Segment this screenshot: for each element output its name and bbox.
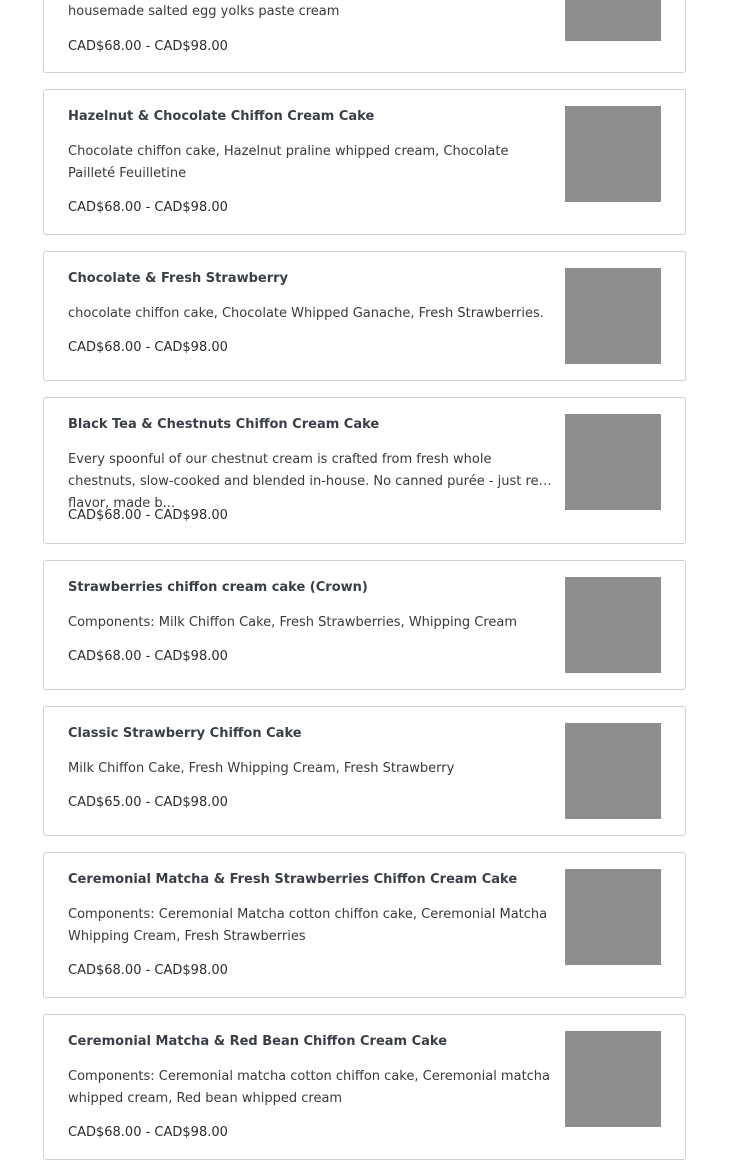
- product-description: Chocolate chiffon cake, Hazelnut praline whipped cream, Chocolate Pailleté Feuilletine: [68, 144, 509, 181]
- product-description: Components: Ceremonial Matcha cotton chiffon cake, Ceremonial Matcha Whipping Cream, Fresh Strawberries: [68, 907, 548, 944]
- product-title: Hazelnut & Chocolate Chiffon Cream Cake: [68, 109, 375, 124]
- product-image[interactable]: [565, 268, 661, 364]
- product-card[interactable]: [43, 852, 686, 998]
- product-image[interactable]: [565, 0, 661, 41]
- product-card[interactable]: [43, 560, 686, 690]
- product-price: CAD$68.00 - CAD$98.00: [68, 1125, 228, 1140]
- product-description: Components: Milk Chiffon Cake, Fresh Strawberries, Whipping Cream: [68, 615, 518, 630]
- product-title: Ceremonial Matcha & Fresh Strawberries Chiffon Cream Cake: [68, 872, 518, 887]
- product-title: Strawberries chiffon cream cake (Crown): [68, 580, 368, 595]
- product-description: Components: Ceremonial matcha cotton chiffon cake, Ceremonial matcha whipped cream, Red bean whipped cream: [68, 1069, 551, 1106]
- product-description: Every spoonful of our chestnut cream is crafted from fresh whole chestnuts, slow-cooked and blended in-house. No canned purée - just real flavor, made b...: [68, 452, 551, 511]
- product-image[interactable]: [565, 577, 661, 673]
- product-price: CAD$68.00 - CAD$98.00: [68, 508, 228, 523]
- product-card[interactable]: [43, 397, 686, 544]
- product-price: CAD$68.00 - CAD$98.00: [68, 649, 228, 664]
- product-price: CAD$68.00 - CAD$98.00: [68, 39, 228, 54]
- product-price: CAD$65.00 - CAD$98.00: [68, 795, 228, 810]
- product-title: Ceremonial Matcha & Red Bean Chiffon Cream Cake: [68, 1034, 448, 1049]
- product-image[interactable]: [565, 414, 661, 510]
- product-image[interactable]: [565, 869, 661, 965]
- product-image[interactable]: [565, 1031, 661, 1127]
- product-card[interactable]: [43, 0, 686, 73]
- product-price: CAD$68.00 - CAD$98.00: [68, 340, 228, 355]
- product-card[interactable]: [43, 89, 686, 235]
- product-description: Milk Chiffon Cake, Fresh Whipping Cream, Fresh Strawberry: [68, 761, 455, 776]
- product-card[interactable]: [43, 1014, 686, 1160]
- product-image[interactable]: [565, 723, 661, 819]
- product-card[interactable]: [43, 251, 686, 381]
- product-title: Classic Strawberry Chiffon Cake: [68, 726, 302, 741]
- product-image[interactable]: [565, 106, 661, 202]
- product-price: CAD$68.00 - CAD$98.00: [68, 963, 228, 978]
- product-title: Black Tea & Chestnuts Chiffon Cream Cake: [68, 417, 380, 432]
- product-description: chocolate chiffon cake, Chocolate Whipped Ganache, Fresh Strawberries.: [68, 306, 544, 321]
- product-description: housemade salted egg yolks paste cream: [68, 4, 340, 19]
- product-price: CAD$68.00 - CAD$98.00: [68, 200, 228, 215]
- product-title: Chocolate & Fresh Strawberry: [68, 271, 288, 286]
- product-card[interactable]: [43, 706, 686, 836]
